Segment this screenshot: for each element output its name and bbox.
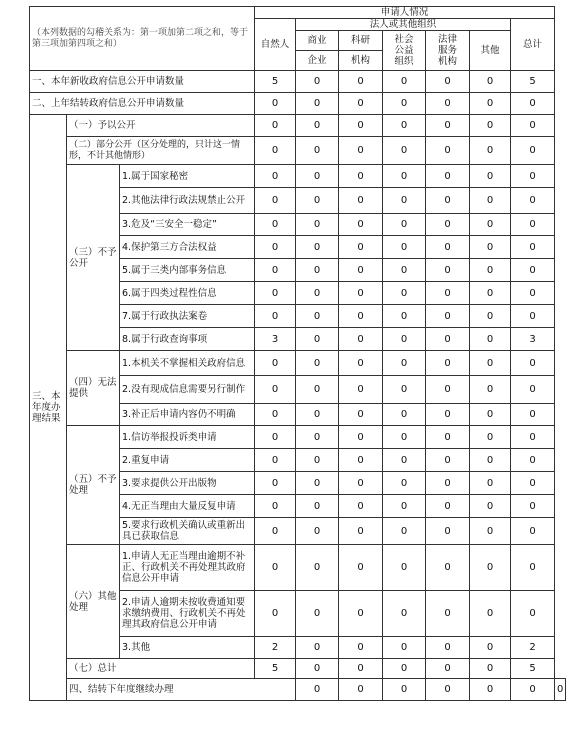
cell-social: 0 [383,214,426,236]
cell-commercial: 0 [296,137,339,165]
row-label: 4.保护第三方合法权益 [120,236,255,259]
cell-other: 0 [470,137,511,165]
legal-group-header: 法人或其他组织 [296,19,511,31]
cell-research: 0 [339,328,383,351]
row-label: 7.属于行政执法案卷 [120,305,255,328]
commercial-header-bottom: 企业 [296,51,339,71]
cell-total: 0 [511,495,555,518]
table-row [30,545,566,591]
government-info-disclosure-table [29,6,566,701]
table-row [30,115,566,137]
cell-social: 0 [383,93,426,115]
cell-natural: 0 [255,426,296,449]
cell-natural: 0 [255,472,296,495]
cell-legal-service: 0 [426,259,470,282]
cell-natural: 5 [255,71,296,93]
row-label: 3.危及“三安全一稳定” [120,214,255,236]
section-3-label: 三、本年度办理结果 [30,115,67,701]
cell-legal-service: 0 [426,472,470,495]
cell-legal-service: 0 [426,545,470,591]
cell-natural: 0 [255,305,296,328]
cell-commercial: 0 [296,188,339,214]
cell-other: 0 [470,449,511,472]
cell-social: 0 [383,188,426,214]
cell-total: 0 [511,351,555,376]
cell-legal-service: 0 [470,679,511,701]
cell-total: 0 [511,591,555,637]
cell-total: 0 [511,404,555,426]
cell-natural: 0 [255,351,296,376]
cell-legal-service: 0 [426,305,470,328]
cell-commercial: 0 [296,518,339,545]
table-row [30,679,566,701]
group-4-label: （四）无法提供 [67,351,120,426]
cell-commercial: 0 [296,236,339,259]
cell-commercial: 0 [296,93,339,115]
table-row [30,71,566,93]
cell-legal-service: 0 [426,659,470,679]
cell-commercial: 0 [296,282,339,305]
research-header-bottom: 机构 [339,51,383,71]
header-note: （本列数据的勾稽关系为：第一项加第二项之和，等于第三项加第四项之和） [30,7,255,71]
cell-social: 0 [426,679,470,701]
other-header: 其他 [470,31,511,71]
cell-social: 0 [383,328,426,351]
legal-service-line-2: 服务 [437,45,457,56]
cell-natural: 0 [255,115,296,137]
cell-social: 0 [383,659,426,679]
cell-research: 0 [339,472,383,495]
table-row [30,351,566,376]
cell-research: 0 [383,679,426,701]
cell-commercial: 0 [296,376,339,404]
cell-commercial: 0 [339,679,383,701]
social-line-1: 社会 [394,34,414,45]
cell-total: 5 [511,659,555,679]
cell-research: 0 [339,449,383,472]
cell-natural: 0 [255,518,296,545]
cell-research: 0 [339,165,383,188]
cell-natural: 0 [255,376,296,404]
row-label: 2.重复申请 [120,449,255,472]
row-label: 4.无正当理由大量反复申请 [120,495,255,518]
cell-research: 0 [339,637,383,659]
table-row [30,93,566,115]
cell-other: 0 [470,328,511,351]
cell-research: 0 [339,93,383,115]
cell-commercial: 0 [296,472,339,495]
cell-total: 0 [511,282,555,305]
cell-research: 0 [339,305,383,328]
cell-social: 0 [383,449,426,472]
cell-legal-service: 0 [426,328,470,351]
row-label: 1.属于国家秘密 [120,165,255,188]
cell-research: 0 [339,591,383,637]
cell-other: 0 [470,426,511,449]
total-header: 总计 [511,19,555,71]
cell-social: 0 [383,472,426,495]
legal-service-line-1: 法律 [437,34,457,45]
cell-other: 0 [470,236,511,259]
natural-person-header: 自然人 [255,19,296,71]
row-label: （二）部分公开（区分处理的，只计这一情形，不计其他情形） [67,137,255,165]
cell-other: 0 [470,71,511,93]
cell-legal-service: 0 [426,165,470,188]
cell-natural: 0 [255,591,296,637]
cell-legal-service: 0 [426,449,470,472]
cell-natural: 0 [255,495,296,518]
cell-commercial: 0 [296,591,339,637]
cell-other: 0 [470,188,511,214]
cell-research: 0 [339,282,383,305]
cell-legal-service: 0 [426,282,470,305]
cell-social: 0 [383,591,426,637]
row-label: 一、本年新收政府信息公开申请数量 [30,71,255,93]
cell-social: 0 [383,426,426,449]
cell-natural: 0 [255,449,296,472]
row-label: 8.属于行政查询事项 [120,328,255,351]
cell-research: 0 [339,376,383,404]
cell-commercial: 0 [296,328,339,351]
cell-legal-service: 0 [426,495,470,518]
social-line-2: 公益 [394,45,414,56]
cell-other: 0 [470,637,511,659]
cell-total: 0 [511,376,555,404]
cell-total: 0 [511,93,555,115]
table-row [30,426,566,449]
cell-research: 0 [339,351,383,376]
cell-other: 0 [470,165,511,188]
cell-natural: 0 [255,282,296,305]
cell-legal-service: 0 [426,591,470,637]
cell-research: 0 [339,495,383,518]
cell-other: 0 [470,518,511,545]
cell-total: 0 [511,236,555,259]
cell-research: 0 [339,137,383,165]
cell-social: 0 [383,115,426,137]
cell-commercial: 0 [296,659,339,679]
cell-total: 5 [511,71,555,93]
cell-total: 0 [511,449,555,472]
cell-commercial: 0 [296,259,339,282]
row-label: 5.要求行政机关确认或重新出具已获取信息 [120,518,255,545]
cell-legal-service: 0 [426,93,470,115]
cell-social: 0 [383,495,426,518]
cell-natural: 0 [255,188,296,214]
cell-legal-service: 0 [426,236,470,259]
cell-natural: 0 [255,165,296,188]
cell-commercial: 0 [296,214,339,236]
cell-social: 0 [383,404,426,426]
table-row [30,659,566,679]
cell-natural: 0 [255,236,296,259]
cell-total: 0 [511,214,555,236]
cell-research: 0 [339,115,383,137]
row-label: 2.其他法律行政法规禁止公开 [120,188,255,214]
cell-research: 0 [339,214,383,236]
cell-other: 0 [470,305,511,328]
cell-legal-service: 0 [426,115,470,137]
cell-other: 0 [470,259,511,282]
row-label: （七）总计 [67,659,255,679]
cell-total: 3 [511,328,555,351]
cell-research: 0 [339,188,383,214]
cell-social: 0 [383,305,426,328]
cell-natural: 0 [255,137,296,165]
cell-commercial: 0 [296,305,339,328]
cell-legal-service: 0 [426,426,470,449]
cell-other: 0 [511,679,555,701]
cell-total: 0 [511,137,555,165]
cell-other: 0 [470,591,511,637]
row-label: 1.申请人无正当理由逾期不补正、行政机关不再处理其政府信息公开申请 [120,545,255,591]
cell-other: 0 [470,351,511,376]
cell-social: 0 [383,351,426,376]
cell-social: 0 [383,236,426,259]
cell-social: 0 [383,545,426,591]
cell-other: 0 [470,376,511,404]
cell-other: 0 [470,282,511,305]
cell-other: 0 [470,545,511,591]
cell-commercial: 0 [296,495,339,518]
cell-total: 0 [511,188,555,214]
cell-social: 0 [383,71,426,93]
cell-social: 0 [383,165,426,188]
row-label: 1.本机关不掌握相关政府信息 [120,351,255,376]
cell-commercial: 0 [296,165,339,188]
group-3-label: （三）不予公开 [67,165,120,351]
cell-legal-service: 0 [426,137,470,165]
row-label: 3.补正后申请内容仍不明确 [120,404,255,426]
cell-total: 0 [511,545,555,591]
cell-other: 0 [470,93,511,115]
row-label: 3.要求提供公开出版物 [120,472,255,495]
commercial-header-top: 商业 [296,31,339,51]
cell-social: 0 [383,637,426,659]
row-label: 3.其他 [120,637,255,659]
cell-research: 0 [339,236,383,259]
cell-natural: 0 [255,214,296,236]
cell-other: 0 [470,495,511,518]
cell-commercial: 0 [296,637,339,659]
row-label: （一）予以公开 [67,115,255,137]
cell-total: 0 [511,305,555,328]
social-header [383,31,426,71]
applicant-info-header: 申请人情况 [255,7,555,19]
cell-research: 0 [339,259,383,282]
cell-other: 0 [470,472,511,495]
row-label: 二、上年结转政府信息公开申请数量 [30,93,255,115]
cell-commercial: 0 [296,71,339,93]
cell-total: 0 [511,259,555,282]
cell-natural: 5 [255,659,296,679]
cell-legal-service: 0 [426,404,470,426]
legal-service-header [426,31,470,71]
cell-research: 0 [339,518,383,545]
cell-research: 0 [339,545,383,591]
cell-commercial: 0 [296,449,339,472]
cell-natural: 3 [255,328,296,351]
cell-total: 2 [511,637,555,659]
row-label: 5.属于三类内部事务信息 [120,259,255,282]
cell-legal-service: 0 [426,71,470,93]
cell-natural: 0 [255,259,296,282]
cell-natural: 0 [255,404,296,426]
legal-service-line-3: 机构 [437,56,457,67]
cell-research: 0 [339,426,383,449]
cell-total: 0 [511,426,555,449]
group-6-label: （六）其他处理 [67,545,120,659]
row-label: 6.属于四类过程性信息 [120,282,255,305]
cell-other: 0 [470,659,511,679]
cell-commercial: 0 [296,351,339,376]
group-5-label: （五）不予处理 [67,426,120,545]
cell-commercial: 0 [296,404,339,426]
cell-legal-service: 0 [426,376,470,404]
cell-other: 0 [470,404,511,426]
cell-total: 0 [511,165,555,188]
row-label: 四、结转下年度继续办理 [67,679,296,701]
cell-legal-service: 0 [426,518,470,545]
cell-natural: 0 [255,93,296,115]
cell-social: 0 [383,282,426,305]
social-line-3: 组织 [394,56,414,67]
cell-total: 0 [555,679,566,701]
cell-social: 0 [383,376,426,404]
cell-social: 0 [383,259,426,282]
cell-total: 0 [511,518,555,545]
cell-legal-service: 0 [426,637,470,659]
cell-natural: 0 [296,679,339,701]
cell-research: 0 [339,404,383,426]
table-row [30,165,566,188]
cell-commercial: 0 [296,545,339,591]
cell-social: 0 [383,518,426,545]
cell-commercial: 0 [296,115,339,137]
cell-research: 0 [339,659,383,679]
row-label: 2.申请人逾期未按收费通知要求缴纳费用、行政机关不再处理其政府信息公开申请 [120,591,255,637]
cell-total: 0 [511,115,555,137]
cell-other: 0 [470,115,511,137]
cell-natural: 0 [255,545,296,591]
cell-legal-service: 0 [426,351,470,376]
cell-legal-service: 0 [426,188,470,214]
cell-commercial: 0 [296,426,339,449]
cell-natural: 2 [255,637,296,659]
cell-research: 0 [339,71,383,93]
cell-legal-service: 0 [426,214,470,236]
cell-other: 0 [470,214,511,236]
row-label: 1.信访举报投诉类申请 [120,426,255,449]
table-row [30,137,566,165]
research-header-top: 科研 [339,31,383,51]
cell-social: 0 [383,137,426,165]
row-label: 2.没有现成信息需要另行制作 [120,376,255,404]
cell-total: 0 [511,472,555,495]
